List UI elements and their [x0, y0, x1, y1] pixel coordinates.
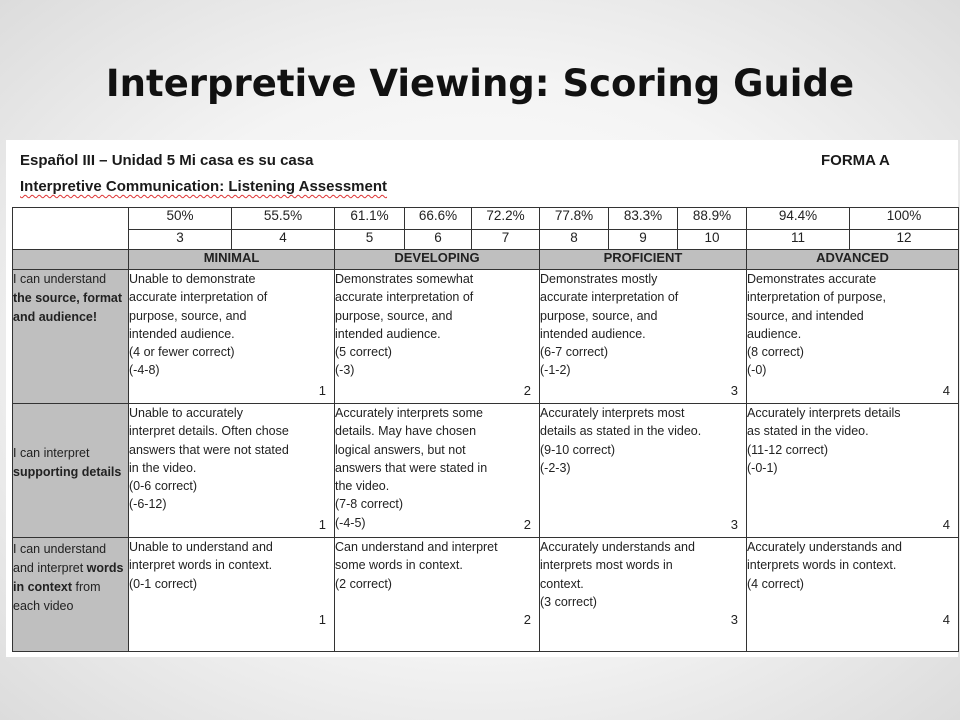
- criterion-label-details: [13, 404, 129, 538]
- level-header-minimal: MINIMAL: [129, 250, 335, 270]
- score-value: 2: [523, 382, 531, 398]
- slide-title: Interpretive Viewing: Scoring Guide: [105, 62, 855, 105]
- score-value: 1: [318, 516, 326, 532]
- level-header-advanced: ADVANCED: [747, 250, 959, 270]
- score-value: 1: [318, 382, 326, 398]
- percent-cell: 77.8%: [540, 208, 609, 230]
- descriptor-text: Demonstrates mostly accurate interpretation of purpose, source, and intended audience. (6-7 correct) (-1-2): [540, 272, 679, 378]
- descriptor-text: Accurately interprets some details. May have chosen logical answers, but not answers that were stated in the video. (7-8 correct) (-4-5): [335, 406, 488, 530]
- scoring-guide-document: [6, 140, 958, 657]
- score-value: 4: [942, 382, 950, 398]
- points-row: [13, 230, 959, 250]
- points-cell: 6: [405, 230, 472, 250]
- assessment-subtitle: Interpretive Communication: Listening Assessment: [20, 178, 388, 195]
- form-label: FORMA A: [821, 152, 890, 169]
- descriptor-minimal: [129, 404, 335, 538]
- descriptor-minimal: [129, 270, 335, 404]
- points-cell: 10: [678, 230, 747, 250]
- criterion-label-text: I can understand and interpret: [13, 542, 107, 575]
- descriptor-proficient: [540, 404, 747, 538]
- descriptor-text: Accurately interprets details as stated in the video. (11-12 correct) (-0-1): [747, 406, 901, 475]
- score-value: 3: [730, 611, 738, 627]
- criterion-label-text: I can understand: [13, 272, 107, 286]
- descriptor-minimal: [129, 538, 335, 652]
- course-title: Español III – Unidad 5 Mi casa es su casa: [20, 152, 314, 169]
- level-header-row: [13, 250, 959, 270]
- level-header-developing: DEVELOPING: [335, 250, 540, 270]
- level-header-proficient: PROFICIENT: [540, 250, 747, 270]
- descriptor-developing: [335, 404, 540, 538]
- points-cell: 8: [540, 230, 609, 250]
- score-value: 4: [942, 611, 950, 627]
- descriptor-text: Unable to demonstrate accurate interpretation of purpose, source, and intended audience. (4 or fewer correct) (-4-8): [129, 272, 268, 378]
- descriptor-text: Accurately interprets most details as stated in the video. (9-10 correct) (-2-3): [540, 406, 702, 475]
- points-cell: 4: [232, 230, 335, 250]
- score-value: 4: [942, 516, 950, 532]
- percent-cell: 100%: [850, 208, 959, 230]
- descriptor-advanced: [747, 404, 959, 538]
- descriptor-text: Unable to understand and interpret words in context. (0-1 correct): [129, 540, 273, 591]
- descriptor-advanced: [747, 270, 959, 404]
- percentage-row: [13, 208, 959, 230]
- criterion-label-bold: words in context: [13, 561, 124, 594]
- percent-cell: 94.4%: [747, 208, 850, 230]
- points-cell: 3: [129, 230, 232, 250]
- percent-cell: 61.1%: [335, 208, 405, 230]
- descriptor-text: Demonstrates somewhat accurate interpretation of purpose, source, and intended audience. (5 correct) (-3): [335, 272, 474, 378]
- corner-cell: [13, 208, 129, 250]
- level-corner-cell: [13, 250, 129, 270]
- descriptor-text: Can understand and interpret some words in context. (2 correct): [335, 540, 498, 591]
- criterion-label-text: I can interpret: [13, 446, 90, 460]
- criterion-row-source: [13, 270, 959, 404]
- percent-cell: 88.9%: [678, 208, 747, 230]
- descriptor-developing: [335, 270, 540, 404]
- points-cell: 11: [747, 230, 850, 250]
- criterion-label-source: [13, 270, 129, 404]
- criterion-label-bold: the source, format and audience!: [13, 291, 123, 324]
- criterion-label-words: [13, 538, 129, 652]
- criterion-label-bold: supporting details: [13, 465, 122, 479]
- score-value: 1: [318, 611, 326, 627]
- descriptor-text: Demonstrates accurate interpretation of purpose, source, and intended audience. (8 correct) (-0): [747, 272, 886, 378]
- criterion-label-text: from each video: [13, 580, 101, 613]
- descriptor-proficient: [540, 270, 747, 404]
- criterion-row-words: [13, 538, 959, 652]
- descriptor-advanced: [747, 538, 959, 652]
- points-cell: 5: [335, 230, 405, 250]
- points-cell: 9: [609, 230, 678, 250]
- descriptor-text: Accurately understands and interprets most words in context. (3 correct): [540, 540, 695, 609]
- percent-cell: 83.3%: [609, 208, 678, 230]
- percent-cell: 55.5%: [232, 208, 335, 230]
- score-value: 3: [730, 382, 738, 398]
- rubric-table: [12, 207, 959, 652]
- score-value: 2: [523, 516, 531, 532]
- percent-cell: 72.2%: [472, 208, 540, 230]
- descriptor-developing: [335, 538, 540, 652]
- points-cell: 7: [472, 230, 540, 250]
- score-value: 3: [730, 516, 738, 532]
- descriptor-proficient: [540, 538, 747, 652]
- percent-cell: 50%: [129, 208, 232, 230]
- criterion-row-details: [13, 404, 959, 538]
- descriptor-text: Accurately understands and interprets words in context. (4 correct): [747, 540, 902, 591]
- percent-cell: 66.6%: [405, 208, 472, 230]
- descriptor-text: Unable to accurately interpret details. Often chose answers that were not stated in the video. (0-6 correct) (-6-12): [129, 406, 289, 512]
- points-cell: 12: [850, 230, 959, 250]
- score-value: 2: [523, 611, 531, 627]
